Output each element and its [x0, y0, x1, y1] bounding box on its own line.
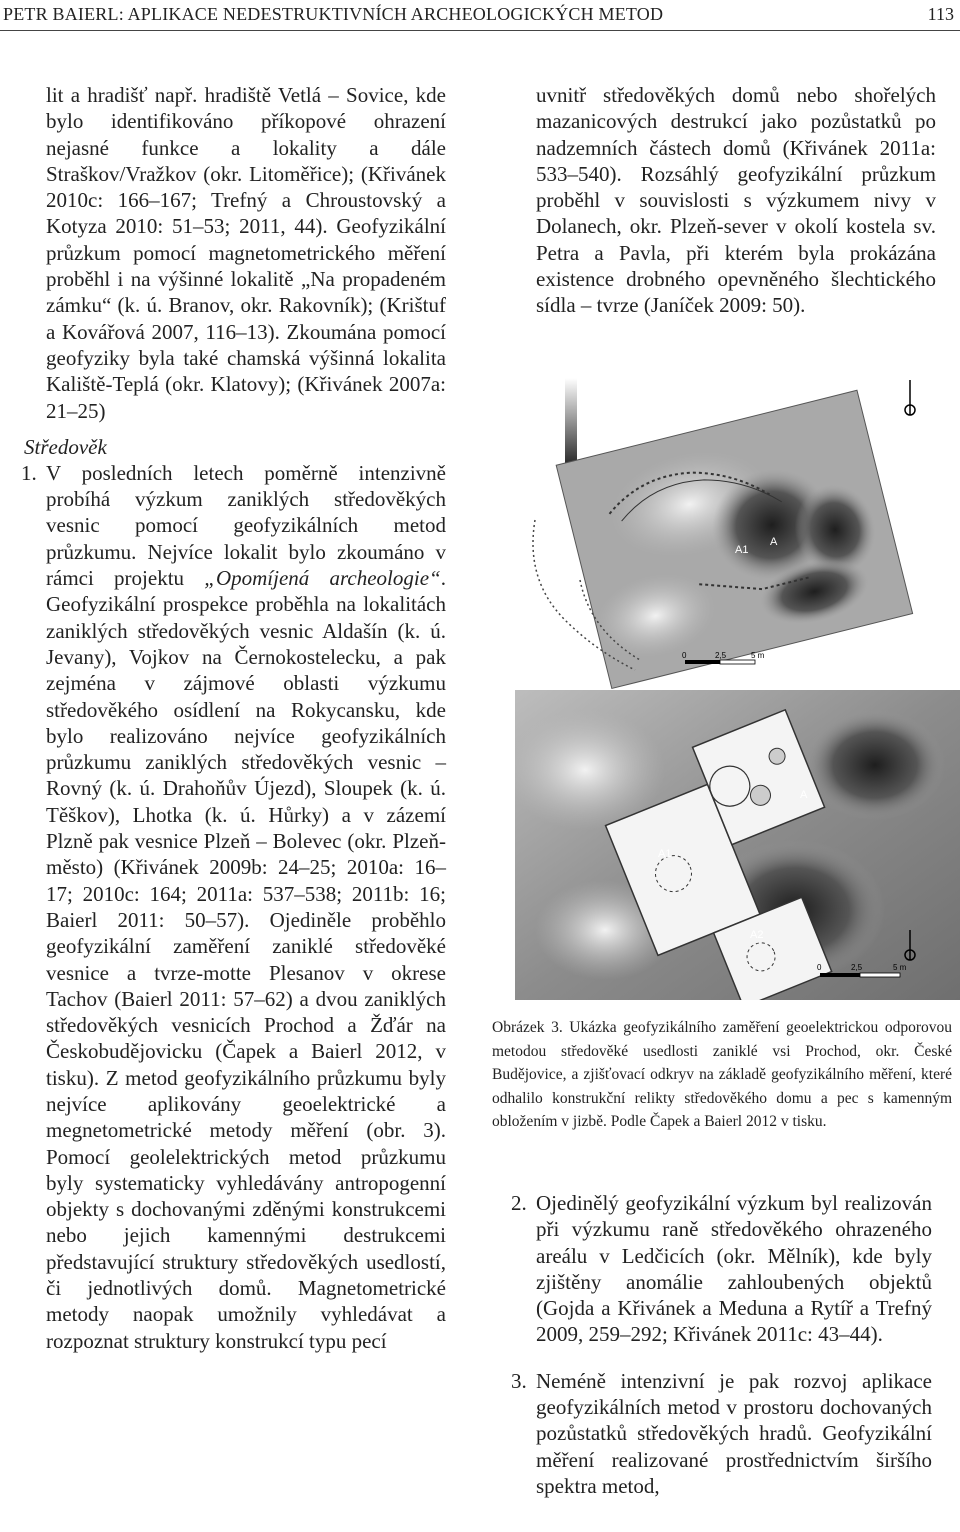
label-bottom-a: A [800, 789, 808, 801]
label-top-a: A [770, 536, 778, 548]
figure-3 [515, 370, 960, 1000]
caption-label: Obrázek 3. [492, 1019, 563, 1036]
resistivity-scale-bar [565, 378, 577, 474]
label-bottom-a1: A1 [658, 848, 672, 860]
header-divider [0, 30, 960, 31]
right-column-top [536, 82, 936, 319]
right-column-list [511, 1190, 932, 1519]
scale-bottom-2-5: 2,5 [851, 963, 863, 972]
section-heading-stredovek: Středověk [24, 434, 107, 459]
list-item-1-text-b: . Geofyzikální prospekce proběhla na lokalitách zaniklých středověkých vesnic Aldašín (k. ú. Jevany), Vojkov na Černokostelecku, a pak zejména v zájmové oblasti výzkumu středověkého osídlení na Rokycansku, kde bylo realizováno nejvíce geofyzikálních průzkumu zaniklých středověkých vesnic – Rovný (k. ú. Drahoňův Újezd), Sloupek (k. ú. Těškov), Lhotka (k. ú. Hůrky) a v zázemí Plzně pak vesnice Plzeň – Bolevec (okr. Plzeň-město) (Křivánek 2009b: 24–25; 2010a: 16–17; 2010c: 164; 2011a: 537–538; 2011b: 16; Baierl 2011: 50–57). Ojediněle proběhlo geofyzikální zaměření zaniklé středověké vesnice a tvrze-motte Plesanov v okrese Tachov (Baierl 2011: 57–62) a dvou zaniklých středověkých vesnicích Prochod a Žďár na Českobudějovicku (Čapek a Baierl 2012, v tisku). Z metod geofyzikálního průzkumu byly nejvíce aplikovány geoelektrické a megnetometrické metody měření (obr. 3). Pomocí geolelektrických metod průzkumu byly systematicky vyhledávány antropogenní objekty s dochovanými zděnými konstrukcemi nebo jejich kamennými destrukcemi představující struktury středověkých usedlostí, či jednotlivých domů. Magnetometrické metody naopak umožnily vyhledávat a rozpoznat struktury konstrukcí typu pecí [46, 566, 446, 1353]
running-header [0, 0, 960, 30]
left-column [21, 82, 446, 1354]
paragraph-dolany: uvnitř středověkých domů nebo shořelých mazanicových destrukcí jako pozůstatků po nadzemních částech domů (Křivánek 2011a: 533–540). Rozsáhlý geofyzikální průzkum proběhl v souvislosti s výzkumem nivy v Dolanech, okr. Plzeň-sever v okolí kostela sv. Petra a Pavla, při kterém byla prokázána existence drobného opevněného šlechtického sídla – tvrze (Janíček 2009: 50). [536, 83, 936, 318]
figure-3-graphic [515, 370, 960, 1000]
scale-bar-bottom [820, 973, 860, 977]
list-item-3-text: Neméně intenzivní je pak rozvoj aplikace geofyzikálních metod v prostoru dochovaných pozůstatků středověkých hradů. Geofyzikální měření realizované prostřednictvím širšího spektra metod, [536, 1368, 932, 1498]
list-item-3 [511, 1368, 932, 1499]
label-bottom-a2: A2 [750, 929, 764, 941]
scale-bottom-5m: 5 m [893, 963, 907, 972]
page-number: 113 [927, 4, 954, 24]
list-number-1: 1. [21, 460, 37, 485]
figure-3-caption [492, 1016, 952, 1134]
list-number-2: 2. [511, 1191, 527, 1215]
list-item-2 [511, 1190, 932, 1348]
project-name-italic: „Opomíjená archeologie“ [204, 566, 441, 591]
scale-bar-top [685, 660, 720, 664]
paragraph-prehistory-sites: lit a hradišť např. hradiště Vetlá – Sovice, kde bylo identifikováno příkopové ohrazení nejasné funkce a lokality a dále Straškov/Vražkov (okr. Litoměřice); (Křivánek 2010c: 166–167; Trefný a Chroustovský a Kotyza 2010: 51–53; 2011, 44). Geofyzikální průzkum pomocí magnetometrického měření proběhl i na výšinné lokalitě „Na propadeném zámku“ (k. ú. Branov, okr. Rakovník); (Krištuf a Kovářová 2007, 116–13). Zkoumána pomocí geofyziky byla také chamská výšinná lokalita Kaliště-Teplá (okr. Klatovy); (Křivánek 2007a: 21–25) [46, 83, 446, 423]
scale-top-2-5: 2,5 [715, 651, 727, 660]
caption-text: Ukázka geofyzikálního zaměření geoelektrickou odporovou metodou středověké usedlosti zaniklé vsi Prochod, okr. České Budějovice, a zjišťovací odkryv na základě geofyzikálního měření, které odhalilo konstrukční relikty středověkého domu a pec s kamenným obložením v jizbě. Podle Čapek a Baierl 2012 v tisku. [492, 1019, 953, 1130]
scale-top-5m: 5 m [751, 651, 765, 660]
list-item-1 [21, 460, 446, 1354]
running-title: PETR BAIERL: APLIKACE NEDESTRUKTIVNÍCH ARCHEOLOGICKÝCH METOD [3, 4, 664, 24]
label-top-a1: A1 [735, 544, 749, 556]
scale-bottom-0: 0 [817, 963, 822, 972]
resistivity-map-bottom [515, 690, 960, 1000]
resistivity-map-top [533, 378, 915, 688]
list-item-1-text-a: V posledních letech poměrně intenzivně probíhá výzkum zaniklých středověkých vesnic pomocí geofyzikálních metod průzkumu. Nejvíce lokalit bylo zkoumáno v rámci projektu [46, 460, 446, 591]
list-item-2-text: Ojedinělý geofyzikální výzkum byl realizován při výzkumu raně středověkého ohrazeného areálu v Ledčicích (okr. Mělník), kde byly zjištěny anomálie zahloubených objektů (Gojda a Křivánek a Meduna a Rytíř a Trefný 2009, 259–292; Křivánek 2011c: 43–44). [536, 1191, 932, 1347]
scale-top-0: 0 [682, 651, 687, 660]
list-number-3: 3. [511, 1368, 527, 1393]
